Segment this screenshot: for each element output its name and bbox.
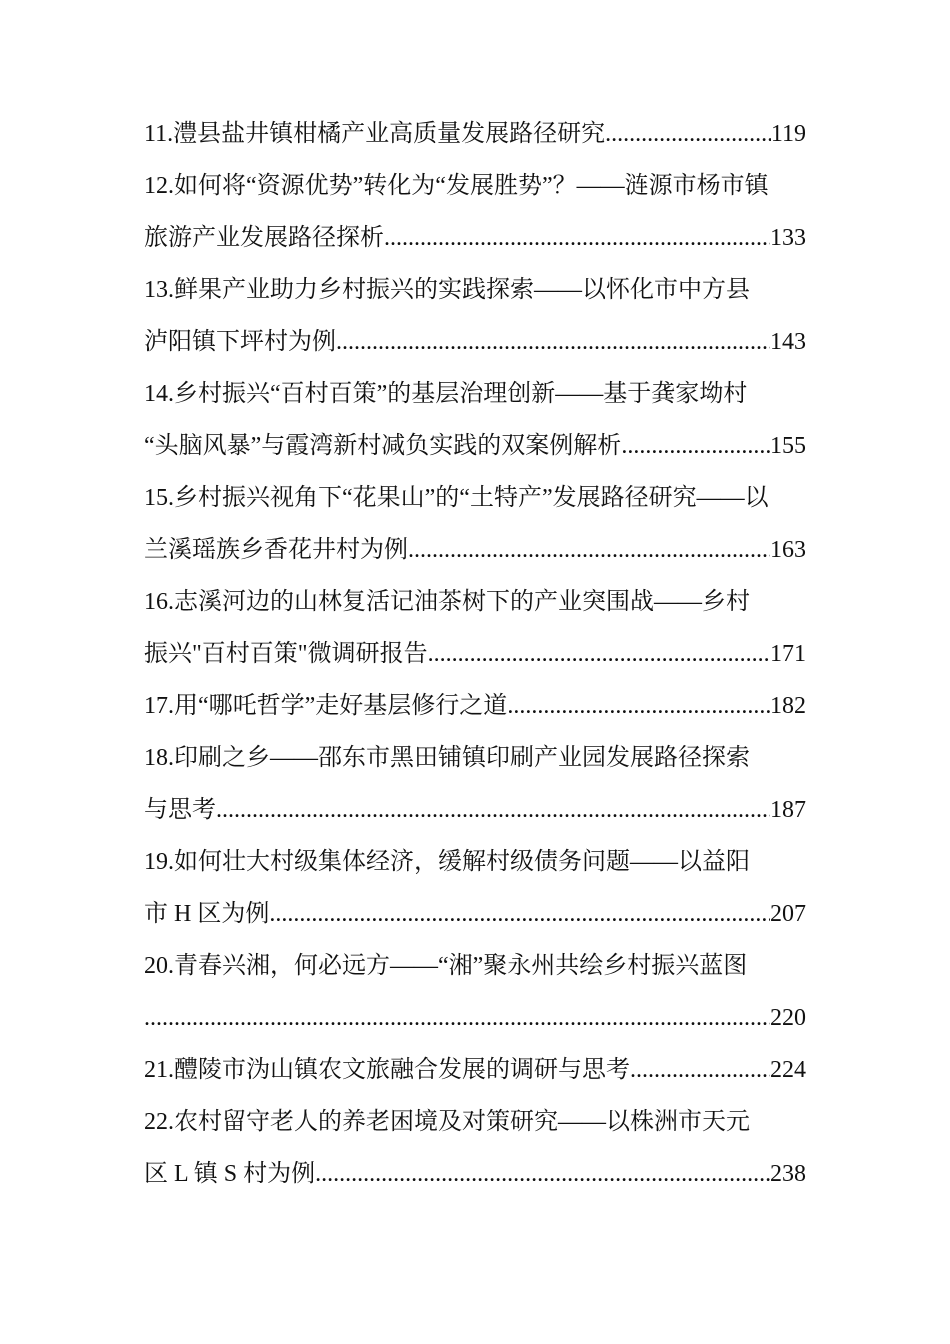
toc-line — [144, 784, 806, 836]
toc-entry-title-continued: “头脑风暴”与霞湾新村减负实践的双案例解析 — [144, 433, 622, 459]
toc-entry-title-continued: 兰溪瑶族乡香花井村为例 — [144, 537, 408, 563]
leader-dots — [621, 420, 770, 472]
toc-entry-title-continued: 泸阳镇下坪村为例 — [144, 329, 336, 355]
page-number: 238 — [770, 1161, 806, 1187]
toc-line — [144, 264, 806, 316]
toc-entry-title: 16.志溪河边的山林复活记油茶树下的产业突围战——乡村 — [144, 589, 750, 615]
toc-entry[interactable] — [144, 1044, 806, 1096]
leader-dots — [630, 1044, 770, 1096]
toc-line — [144, 108, 806, 160]
page-number: 207 — [770, 901, 806, 927]
toc-entry-title: 13.鲜果产业助力乡村振兴的实践探索——以怀化市中方县 — [144, 277, 750, 303]
table-of-contents — [144, 108, 806, 1200]
toc-entry-title-continued: 旅游产业发展路径探析 — [144, 225, 384, 251]
leader-dots — [315, 1148, 770, 1200]
leader-dots — [605, 108, 771, 160]
toc-line — [144, 576, 806, 628]
page-number: 220 — [770, 1005, 806, 1031]
toc-entry[interactable] — [144, 732, 806, 836]
toc-line — [144, 888, 806, 940]
toc-entry-title: 15.乡村振兴视角下“花果山”的“土特产”发展路径研究——以 — [144, 485, 769, 511]
leader-dots — [408, 524, 770, 576]
toc-entry-title: 11.澧县盐井镇柑橘产业高质量发展路径研究 — [144, 121, 606, 147]
toc-entry-title: 19.如何壮大村级集体经济，缓解村级债务问题——以益阳 — [144, 849, 750, 875]
leader-dots — [269, 888, 770, 940]
toc-line — [144, 940, 806, 992]
page-number: 143 — [770, 329, 806, 355]
toc-line — [144, 628, 806, 680]
toc-line — [144, 160, 806, 212]
page-number: 133 — [770, 225, 806, 251]
toc-entry[interactable] — [144, 368, 806, 472]
toc-entry[interactable] — [144, 1096, 806, 1200]
toc-entry-title: 22.农村留守老人的养老困境及对策研究——以株洲市天元 — [144, 1109, 750, 1135]
page-number: 187 — [770, 797, 806, 823]
toc-entry-title: 12.如何将“资源优势”转化为“发展胜势”？——涟源市杨市镇 — [144, 173, 769, 199]
toc-entry[interactable] — [144, 680, 806, 732]
page-number: 171 — [770, 641, 806, 667]
leader-dots — [144, 992, 770, 1044]
page-number: 119 — [770, 121, 806, 147]
toc-line — [144, 680, 806, 732]
toc-line — [144, 1148, 806, 1200]
toc-entry-title: 17.用“哪吒哲学”走好基层修行之道 — [144, 693, 508, 719]
toc-line — [144, 368, 806, 420]
leader-dots — [384, 212, 770, 264]
page-number: 224 — [770, 1057, 806, 1083]
toc-entry-title-continued: 区 L 镇 S 村为例 — [144, 1161, 316, 1187]
page-number: 182 — [770, 693, 806, 719]
toc-line — [144, 836, 806, 888]
toc-entry-title: 20.青春兴湘，何必远方——“湘”聚永州共绘乡村振兴蓝图 — [144, 953, 748, 979]
leader-dots — [428, 628, 770, 680]
leader-dots — [507, 680, 770, 732]
page-number: 155 — [770, 433, 806, 459]
toc-line — [144, 212, 806, 264]
toc-line — [144, 524, 806, 576]
toc-entry[interactable] — [144, 940, 806, 1044]
page-number: 163 — [770, 537, 806, 563]
toc-entry[interactable] — [144, 264, 806, 368]
toc-entry[interactable] — [144, 160, 806, 264]
toc-line — [144, 472, 806, 524]
toc-entry[interactable] — [144, 836, 806, 940]
toc-line — [144, 420, 806, 472]
toc-line — [144, 992, 806, 1044]
leader-dots — [336, 316, 770, 368]
toc-line — [144, 732, 806, 784]
toc-entry-title: 21.醴陵市沩山镇农文旅融合发展的调研与思考 — [144, 1057, 630, 1083]
leader-dots — [216, 784, 770, 836]
toc-line — [144, 316, 806, 368]
toc-entry[interactable] — [144, 472, 806, 576]
toc-entry-title-continued: 与思考 — [144, 797, 216, 823]
toc-entry[interactable] — [144, 108, 806, 160]
toc-entry-title: 18.印刷之乡——邵东市黑田铺镇印刷产业园发展路径探索 — [144, 745, 750, 771]
toc-entry-title: 14.乡村振兴“百村百策”的基层治理创新——基于龚家坳村 — [144, 381, 748, 407]
toc-line — [144, 1096, 806, 1148]
toc-line — [144, 1044, 806, 1096]
toc-entry[interactable] — [144, 576, 806, 680]
toc-entry-title-continued: 振兴"百村百策"微调研报告 — [144, 641, 428, 667]
toc-entry-title-continued: 市 H 区为例 — [144, 901, 270, 927]
